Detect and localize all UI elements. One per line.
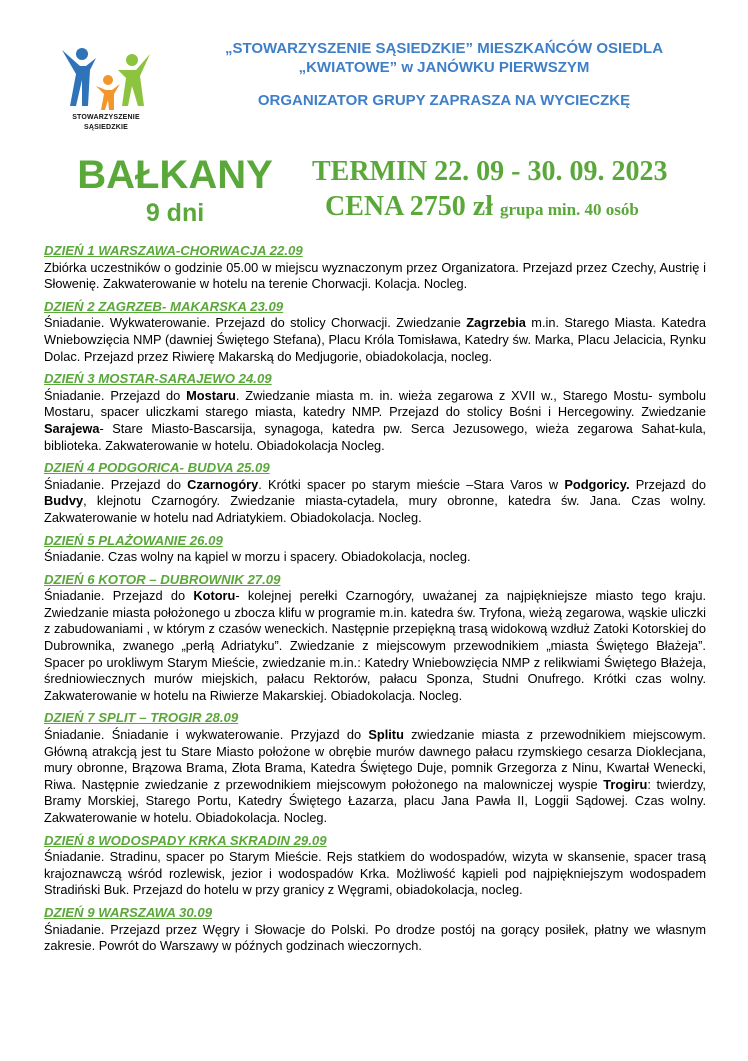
organization-logo xyxy=(54,40,158,142)
day-text: Śniadanie. Przejazd przez Węgry i Słowacje do Polski. Po drodze postój na gorący posiłek, płatny we własnym zakresie. Powrót do Warszawy w późnych godzinach wieczornych. xyxy=(44,921,706,954)
day-heading: DZIEŃ 9 WARSZAWA 30.09 xyxy=(44,904,213,920)
day-text: Zbiórka uczestników o godzinie 05.00 w miejscu wyznaczonym przez Organizatora. Przejazd przez Czechy, Austrię i Słowenię. Zakwaterowanie w hotelu na terenie Chorwacji. Kolacja. Nocleg. xyxy=(44,259,706,292)
day-heading: DZIEŃ 7 SPLIT – TROGIR 28.09 xyxy=(44,710,239,726)
day-block xyxy=(44,572,706,705)
day-block xyxy=(44,243,706,293)
day-description xyxy=(44,727,706,827)
day-text: zwiedzanie miasta z przewodnikiem miejscowym. Główną atrakcją jest tu Stare Miasto położone w obrębie murów dawnego pałacu rzymskiego cesarza Dioklecjana, mury obronne, Brązowa Brama, Złota Brama, Katedra Świętego Duje, pomnik Grzegorza z Ninu, Kwartał Wenecki, Riwa. Następnie zwiedzanie z przewodnikiem miejscowym położonego na malowniczej wyspie xyxy=(44,727,706,792)
day-text-bold: Kotoru xyxy=(193,588,236,604)
day-text: , klejnotu Czarnogóry. Zwiedzanie miasta-cytadela, mury obronne, katedra św. Jana. Czas wolny. Zakwaterowanie w hotelu nad Adriatykiem. Obiadokolacja. Nocleg. xyxy=(44,493,706,525)
header-association-line: „STOWARZYSZENIE SĄSIEDZKIE” MIESZKAŃCÓW OSIEDLA xyxy=(224,40,664,57)
day-text: Przejazd do xyxy=(629,476,706,492)
day-text: Śniadanie. Wykwaterowanie. Przejazd do stolicy Chorwacji. Zwiedzanie xyxy=(44,315,467,331)
day-text-bold: Podgoricy. xyxy=(564,476,630,492)
trip-price-line xyxy=(325,191,639,226)
day-text-bold: Mostaru xyxy=(186,387,236,403)
day-text-bold: Trogiru xyxy=(603,776,648,792)
day-block xyxy=(44,833,706,899)
day-text: . Zwiedzanie miasta m. in. wieża zegarowa z XVII w., Starego Mostu- symbolu Mostaru, spacer uliczkami starego miasta, katedry NMP. Przejazd do stolicy Bośni i Hercegowiny. Zwiedzanie xyxy=(44,387,706,420)
header-invitation-line: ORGANIZATOR GRUPY ZAPRASZA NA WYCIECZKĘ xyxy=(257,92,631,109)
day-text: Śniadanie. Czas wolny na kąpiel w morzu i spacery. Obiadokolacja, nocleg. xyxy=(44,549,471,565)
day-text: Śniadanie. Przejazd do xyxy=(44,387,187,403)
day-text: Śniadanie. Śniadanie i wykwaterowanie. Przyjazd do xyxy=(44,727,369,743)
day-description xyxy=(44,315,706,365)
day-description xyxy=(44,260,706,293)
day-text: Śniadanie. Przejazd do xyxy=(44,476,188,492)
day-heading: DZIEŃ 4 PODGORICA- BUDVA 25.09 xyxy=(44,460,270,476)
day-description xyxy=(44,477,706,527)
day-text-bold: Sarajewa xyxy=(44,420,100,436)
trip-price: CENA 2750 zł xyxy=(325,191,493,222)
day-heading: DZIEŃ 1 WARSZAWA-CHORWACJA 22.09 xyxy=(44,243,303,258)
day-text-bold: Czarnogóry xyxy=(187,476,259,492)
trip-duration: 9 dni xyxy=(145,199,205,227)
day-heading: DZIEŃ 6 KOTOR – DUBROWNIK 27.09 xyxy=(44,571,281,587)
day-text: m.in. Starego Miasta. Katedra Wniebowzięcia NMP (dawniej Świętego Stefana), Placu Króla Tomisława, Katedry św. Marka, Placu Jelacicia, Rynku Dolac. Przejazd przez Riwierę Makarską do Medjugorie, obiadokolacja, nocleg. xyxy=(44,315,706,364)
day-description xyxy=(44,549,706,566)
day-text: . Krótki spacer po starym mieście –Stara Varos w xyxy=(258,476,565,492)
day-block xyxy=(44,905,706,955)
day-description xyxy=(44,849,706,899)
day-description xyxy=(44,588,706,704)
family-figures-icon xyxy=(60,40,152,112)
day-text-bold: Zagrzebia xyxy=(466,315,526,331)
day-text: Śniadanie. Przejazd do xyxy=(44,588,194,604)
day-program-list xyxy=(44,243,706,961)
destination-title: BAŁKANY xyxy=(77,153,273,197)
day-heading: DZIEŃ 5 PLAŻOWANIE 26.09 xyxy=(44,532,223,548)
day-text: - kolejnej perełki Czarnogóry, uważanej za najpiękniejsze miasto tego kraju. Zwiedzanie miasta położonego u zbocza klifu w programie m.in. katedra św. Tryfona, wieżą zegarowa, wąskie uliczki z zabudowaniami , w którym z czasów weneckich. Następnie przepiękną trasą widokową wzdłuż Zatoki Kotorskiej do Dubrownika, zwanego „perłą Adriatyku”. Zwiedzanie z miejscowym przewodnikiem „miasta Świętego Błażeja”. Spacer po urokliwym Starym Mieście, zwiedzanie m.in.: Katedry Wniebowzięcia NMP z relikwiami Świętego Błażeja, średniowiecznych murów miejskich, pałacu Rektorów, pałacu Sponza, Studni Onufrego. Krótki czas wolny. Zakwaterowanie w hotelu na Riwierze Makarskiej. Obiadokolacja. Nocleg. xyxy=(44,588,706,703)
day-description xyxy=(44,922,706,955)
day-text: : twierdzy, Bramy Morskiej, Starego Portu, Katedry Świętego Łazarza, placu Jana Pawła II, Loggii Sądowej. Czas wolny. Zakwaterowanie w hotelu. Obiadokolacja. Nocleg. xyxy=(44,776,706,825)
day-block xyxy=(44,299,706,365)
day-block xyxy=(44,371,706,454)
day-text: Śniadanie. Stradinu, spacer po Starym Mieście. Rejs statkiem do wodospadów, wizyta w skansenie, spacer trasą krajoznawczą wśród rozlewisk, jezior i wodospadów Krka. Możliwość kąpieli pod najpiękniejszym wodospadem Stradiński Buk. Przejazd do hotelu w przy granicy z Węgrami, obiadokolacja, nocleg. xyxy=(44,849,706,898)
day-description xyxy=(44,388,706,454)
day-block xyxy=(44,460,706,526)
day-text-bold: Budvy xyxy=(44,493,84,509)
day-text: - Stare Miasto-Bascarsija, synagoga, katedra pw. Serca Jezusowego, wieża zegarowa Sahat-kula, biblioteka. Zakwaterowanie w hotelu. Obiadokolacja Nocleg. xyxy=(44,420,706,453)
day-block xyxy=(44,533,706,566)
day-block xyxy=(44,710,706,826)
day-heading: DZIEŃ 3 MOSTAR-SARAJEWO 24.09 xyxy=(44,371,272,387)
trip-price-note: grupa min. 40 osób xyxy=(500,200,639,219)
day-heading: DZIEŃ 2 ZAGRZEB- MAKARSKA 23.09 xyxy=(44,298,284,314)
header-location-line: „KWIATOWE” w JANÓWKU PIERWSZYM xyxy=(298,59,590,76)
day-text-bold: Splitu xyxy=(368,727,404,743)
day-heading: DZIEŃ 8 WODOSPADY KRKA SKRADIN 29.09 xyxy=(44,832,327,848)
trip-term: TERMIN 22. 09 - 30. 09. 2023 xyxy=(312,156,668,187)
logo-text-line2: SĄSIEDZKIE xyxy=(83,124,128,131)
logo-text-line1: STOWARZYSZENIE xyxy=(72,114,140,121)
